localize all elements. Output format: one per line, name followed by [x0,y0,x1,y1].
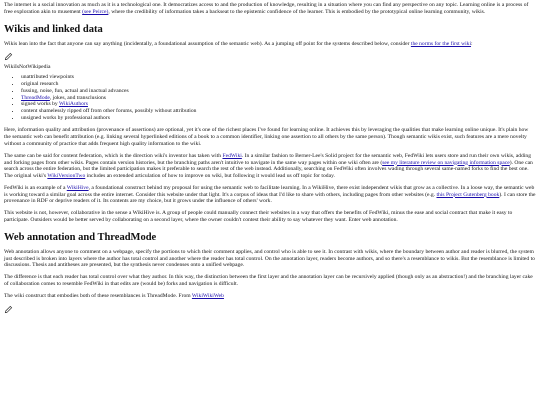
wikis-paragraph-2: Here, information quality and attribution (provenance of assertions) are optional, yet it's one of the richest places I've found for learning online. It achieves this by leveraging the qualities that make learning online unique. It's plain how the semantic web can benefit attribution (e.g. linking several hyperlinked editions of a book to a common identifier, linking one assertion to all others by the same person). Though semantic wikis exist, such features are a mere novelty without a community of practice that adds frequent high quality information to the wiki. [4,127,529,147]
annotation-paragraph-3 [4,293,536,300]
p3-text-d: includes an extended articulation of how to improve on wiki, but following it would lead us off topic for today. [85,173,335,180]
intro-text: The internet is a social innovation as much as it is a technological one. It democratizes access to and the production of knowledge, resulting in a situation where you can find any perspective on any topic. Learning online is a process of free exploration akin to musement [4,2,529,15]
wikiauthors-link[interactable]: WikiAuthors [58,101,88,108]
list-item: • unattributed viewpoints [21,74,536,81]
wikis-paragraph-1 [4,41,536,48]
wikis-paragraph-3 [4,153,536,180]
list-item [21,95,536,102]
intro-paragraph [4,2,536,16]
intro-text-end: , where the credibility of information takes a backseat to the epistemic confidence of the learner. This is embodied by the prototypical online learning community, wikis. [108,8,486,15]
p3-text-c: ). One can search across the entire federation, but the limited participation makes it preferable to search the rest of the web instead. Additionally, searching on FedWiki often involves wading through several same-named forks to find the best one. The original wiki's [4,159,533,180]
wiki-norms-list [4,74,536,121]
peirce-link[interactable]: (see Peirce) [82,8,109,15]
list-item: • fussing, noise, fun, actual and inactual advances [21,88,536,95]
wikis-paragraph-5: This website is not, however, collaborative in the sense a WikiHive is. A group of people could manually connect their websites in a way that offers the benefits of FedWiki, minus the ease and social contract that make it easy to participate. Outsiders would be better served by collaborating on a second layer, where the owner couldn't contest their ability to say whatever they want. Enter web annotation. [4,210,513,224]
wikis-p1-end: : [471,40,473,47]
literature-review-link[interactable]: see my literature review on navigating information space [382,159,510,166]
wikis-paragraph-4 [4,185,536,205]
list-item [21,101,536,108]
wikis-p1-text: Wikis lean into the fact that anyone can say anything (incidentally, a foundational assumption of the semantic web). As a jumping off point for the systems described below, consider [4,40,411,47]
list-item: • content shamelessly ripped off from other forums, possibly without attribution [21,108,536,115]
list-label: WikiIsNotWikipedia [4,64,51,71]
p4-text-a: FedWiki is an example of a [4,184,67,191]
list-item: • unsigned works by professional authors [21,115,536,122]
wikihive-link[interactable]: WikiHive [66,184,89,191]
list-item-text: signed works by [21,101,59,108]
p3-text: The wiki construct that embodies both of these resemblances is ThreadMode. From [4,292,192,299]
wikiwikiweb-link[interactable]: WikiWikiWeb [191,292,224,299]
pencil-icon[interactable] [4,52,13,61]
section-heading-annotation: Web annotation and ThreadMode [4,231,157,243]
p3-text-b: . In a similar fashion to Berner-Lee's Solid project for the semantic web, FedWiki lets users store and run their own wikis, adding and forking pages from other wikis. Pages contain version histories, but the branching paths aren't intuitive to navigate in the same way pages within one wiki often are ( [4,152,531,166]
p4-text-b: , a foundational construct behind my proposal for using the semantic web to facilitate learning. In a WikiHive, there exist independent wikis that grow as a collective. In a loose way, the semantic web is working toward a similar goal across the entire internet. Consider this website under that light. It's a corpus of ideas that I'd like to share with others, including pages from other websites (e.g. [4,184,535,198]
pencil-icon[interactable] [4,305,13,314]
p4-text-c: ). I can store the provenance in RDF or deprive readers of it. Its contents are my choice, but it grows under the influence of others' work. [4,191,536,205]
threadmode-link[interactable]: ThreadMode [21,94,50,101]
annotation-paragraph-2: The difference is that each reader has total control over what they author. In this way, the distinction between the first layer and the annotation layer can be recursively applied (though only as an abstraction!) and the branching layer cake of collaboration comes to resemble FedWiki in that edits are (would be) forks and navigation is difficult. [4,274,533,288]
wikiversiontwo-link[interactable]: WikiVersionTwo [47,173,86,180]
fedwiki-link[interactable]: FedWiki [222,152,242,159]
p3-text-a: The same can be said for content federation, which is the direction wiki's inventor has taken with [4,152,223,159]
annotation-paragraph-1: Web annotation allows anyone to comment on a webpage, specify the portions to which their comment applies, and control who is able to see it. In contrast with wikis, where the boundary between author and reader is blurred, the system just described is broken into layers where the author has total control and another where the reader has total control. On the annotation layer, readers become authors, and so there's a resemblance to wikis. But the resemblance is limited to discussions. Thesis and antitheses are presented, but the synthesis never condenses onto a unified webpage. [4,248,535,269]
list-item-text: , jokes, and transclusions [49,94,106,101]
gutenberg-book-link[interactable]: this Project Gutenberg book [436,191,500,198]
section-heading-wikis: Wikis and linked data [4,23,103,35]
first-wiki-norms-link[interactable]: the norms for the first wiki [410,40,472,47]
list-item: • original research [21,81,536,88]
